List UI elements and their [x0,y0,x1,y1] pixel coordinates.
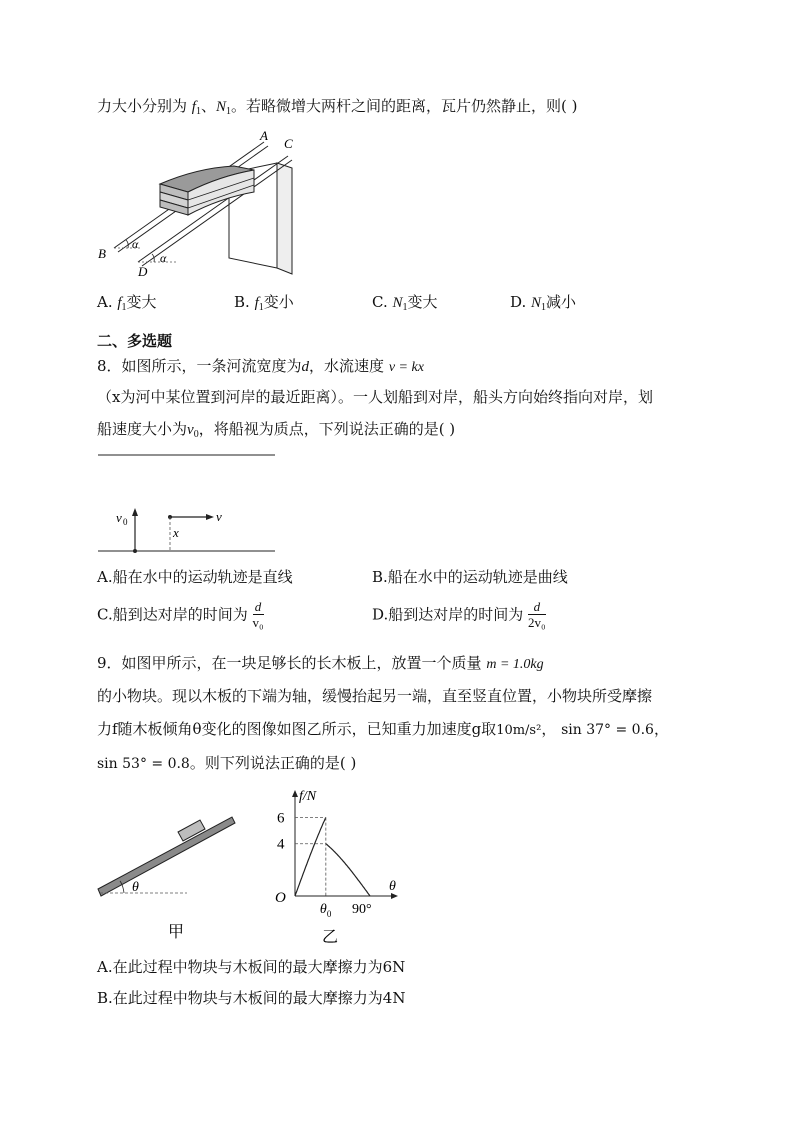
q8-figure [92,448,292,558]
q9-label-ninety: 90° [352,902,372,917]
q7-option-a: A. $f_1$变大 [97,293,157,313]
q8-option-d-fraction: $\frac{d}{\text{2v₀}}$ [528,599,546,630]
q9-kinetic-friction-curve [326,844,370,896]
q9-label-six: 6 [277,810,285,827]
q8-line3: 船速度大小为$v_0$，将船视为质点，下列说法正确的是( ) [97,420,456,440]
q9-option-b: B.在此过程中物块与木板间的最大摩擦力为4N [97,989,406,1007]
q9-label-origin: O [275,890,286,906]
q9-chart [275,789,398,919]
q9-figure-jia [92,805,242,945]
q8-option-d: D.船到达对岸的时间为 $\frac{d}{\text{2v₀}}$ [372,599,546,630]
q7-label-d: D [138,264,148,279]
q9-label-yi: 乙 [322,927,339,946]
q9-figure-yi [265,780,415,950]
q9-label-theta-left: θ [132,880,139,895]
q7-stem: 力大小分别为 $f_1$、$N_1$。若略微增大两杆之间的距离，瓦片仍然静止，则( ) [97,97,578,117]
q8-label-v: v [216,509,222,524]
q7-figure [92,128,312,280]
q8-option-a: A.船在水中的运动轨迹是直线 [97,568,293,586]
q9-line3: 力f随木板倾角θ变化的图像如图乙所示，已知重力加速度g取10m/s²， sin 37° = 0.6， [97,720,669,738]
q9-label-theta-axis: θ [389,879,396,894]
q8-option-c-fraction: $\frac{d}{\text{v₀}}$ [252,599,264,630]
q9-board [98,817,235,896]
q8-label-v0: v [116,510,122,525]
q9-option-a: A.在此过程中物块与木板间的最大摩擦力为6N [97,958,406,976]
q9-line4: sin 53° = 0.8。则下列说法正确的是( ) [97,754,357,772]
q9-label-jia: 甲 [168,922,185,941]
q8-option-b: B.船在水中的运动轨迹是曲线 [372,568,568,586]
q9-label-theta0: θ [319,902,327,917]
q9-line1: 9．如图甲所示，在一块足够长的长木板上，放置一个质量 m = 1.0kg [97,654,544,672]
section-title: 二、多选题 [97,332,173,350]
q8-line2: （x为河中某位置到河岸的最近距离）。一人划船到对岸，船头方向始终指向对岸，划 [97,388,653,406]
q7-label-c: C [284,136,293,151]
q9-y-axis-arrow [292,790,298,797]
q8-label-v0-sub: 0 [123,517,128,527]
q8-option-c: C.船到达对岸的时间为 $\frac{d}{\text{v₀}}$ [97,599,264,630]
q8-label-x: x [173,525,179,540]
q7-label-alpha2: α [160,251,167,265]
q7-wall-side [277,163,292,274]
q7-label-a: A [260,128,268,143]
q7-option-b: B. $f_1$变小 [234,293,294,313]
q7-option-d: D. $N_1$减小 [510,293,577,313]
q7-label-b: B [98,246,106,261]
q8-line1: 8．如图所示，一条河流宽度为d，水流速度 v = kx [97,357,424,375]
q9-label-axis-y: f/N [299,789,317,804]
q7-option-c: C. $N_1$变大 [372,293,438,313]
q7-label-alpha1: α [132,237,139,251]
q9-static-friction-curve [295,817,326,896]
q9-label-theta0-sub: 0 [326,909,332,919]
q9-line2: 的小物块。现以木板的下端为轴，缓慢抬起另一端，直至竖直位置，小物块所受摩擦 [97,687,653,705]
q9-label-four: 4 [277,836,285,853]
